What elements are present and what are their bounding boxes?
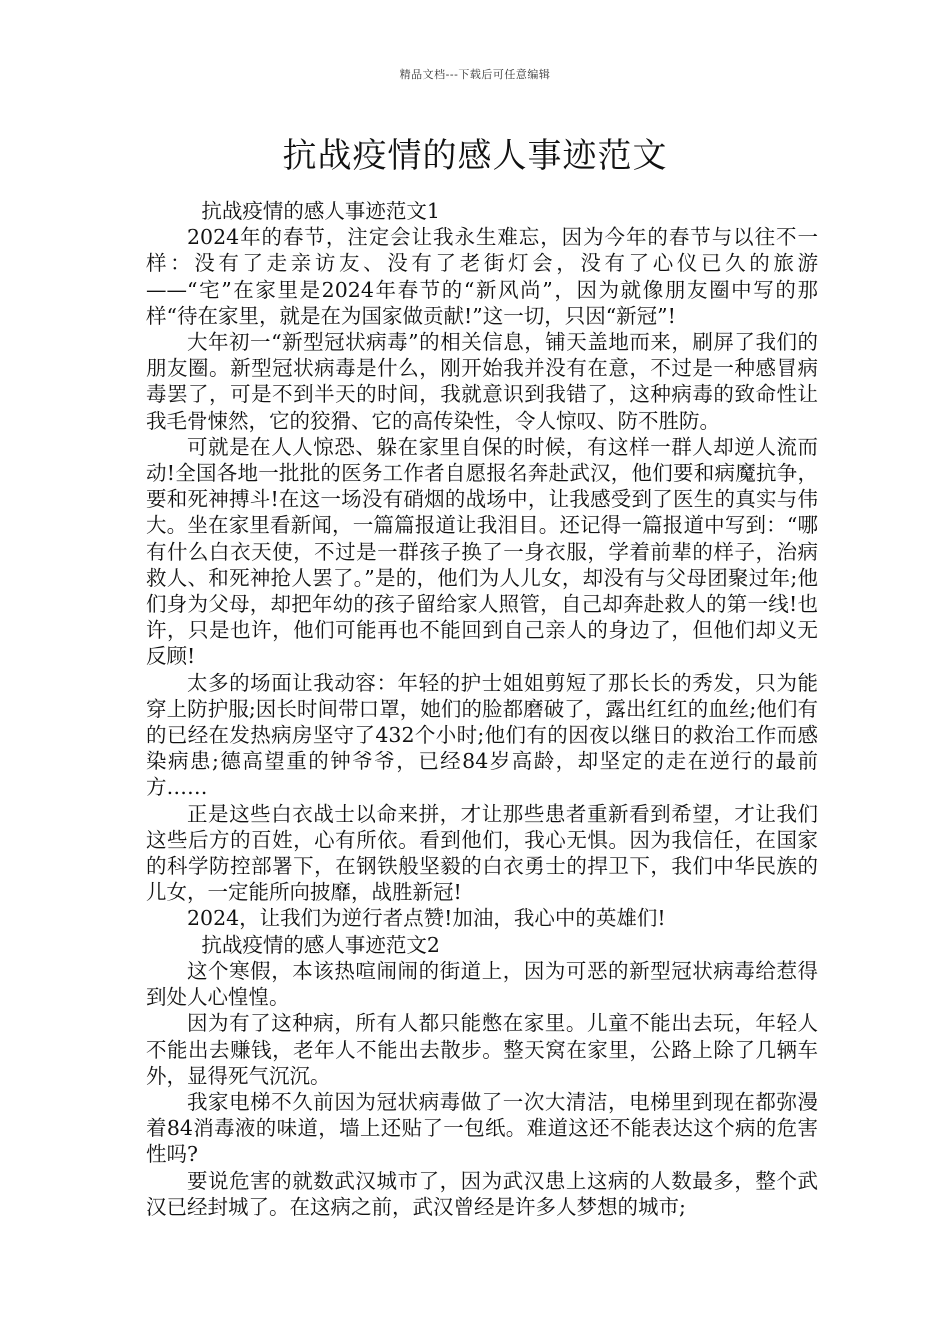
paragraph: 2024，让我们为逆行者点赞!加油，我心中的英雄们! — [187, 906, 666, 931]
section-heading: 抗战疫情的感人事迹范文1 — [201, 199, 440, 223]
paragraph: 2024年的春节，注定会让我永生难忘，因为今年的春节与以往不一样：没有了走亲访友、没有了老街灯会，没有了心仪已久的旅游——“宅”在家里是2024年春节的“新风尚”，因为就像朋友圈中写的那样“待在家里，就是在为国家做贡献!”这一切，只因“新冠”! — [146, 225, 818, 328]
paragraph: 因为有了这种病，所有人都只能憋在家里。儿童不能出去玩，年轻人不能出去赚钱，老年人不能出去散步。整天窝在家里，公路上除了几辆车外，显得死气沉沉。 — [146, 1011, 818, 1088]
paragraph: 大年初一“新型冠状病毒”的相关信息，铺天盖地而来，刷屏了我们的朋友圈。新型冠状病毒是什么，刚开始我并没有在意，不过是一种感冒病毒罢了，可是不到半天的时间，我就意识到我错了，这种病毒的致命性让我毛骨悚然，它的狡猾、它的高传染性，令人惊叹、防不胜防。 — [146, 330, 818, 433]
paragraph: 要说危害的就数武汉城市了，因为武汉患上这病的人数最多，整个武汉已经封城了。在这病之前，武汉曾经是许多人梦想的城市; — [146, 1168, 818, 1219]
section-heading: 抗战疫情的感人事迹范文2 — [201, 932, 440, 957]
paragraph: 太多的场面让我动容：年轻的护士姐姐剪短了那长长的秀发，只为能穿上防护服;因长时间带口罩，她们的脸都磨破了，露出红红的血丝;他们有的已经在发热病房坚守了432个小时;他们有的因夜以继日的救治工作而感染病患;德高望重的钟爷爷，已经84岁高龄，却坚定的走在逆行的最前方…… — [146, 670, 818, 800]
paragraph: 可就是在人人惊恐、躲在家里自保的时候，有这样一群人却逆人流而动!全国各地一批批的医务工作者自愿报名奔赴武汉，他们要和病魔抗争，要和死神搏斗!在这一场没有硝烟的战场中，让我感受到了医生的真实与伟大。坐在家里看新闻，一篇篇报道让我泪目。还记得一篇报道中写到：“哪有什么白衣天使，不过是一群孩子换了一身衣服，学着前辈的样子，治病救人、和死神抢人罢了。”是的，他们为人儿女，却没有与父母团聚过年;他们身为父母，却把年幼的孩子留给家人照管，自己却奔赴救人的第一线!也许，只是也许，他们可能再也不能回到自己亲人的身边了，但他们却义无反顾! — [146, 434, 818, 669]
paragraph: 这个寒假，本该热喧闹闹的街道上，因为可恶的新型冠状病毒给惹得到处人心惶惶。 — [146, 958, 818, 1010]
paragraph: 我家电梯不久前因为冠状病毒做了一次大清洁，电梯里到现在都弥漫着84消毒液的味道，墙上还贴了一包纸。难道这还不能表达这个病的危害性吗? — [146, 1089, 818, 1167]
page-title: 抗战疫情的感人事迹范文 — [282, 136, 668, 176]
paragraph: 正是这些白衣战士以命来拼，才让那些患者重新看到希望，才让我们这些后方的百姓，心有所依。看到他们，我心无惧。因为我信任，在国家的科学防控部署下，在钢铁般坚毅的白衣勇士的捍卫下，我们中华民族的儿女，一定能所向披靡，战胜新冠! — [146, 801, 818, 905]
document-body — [146, 198, 818, 1220]
header-note: 精品文档---下载后可任意编辑 — [399, 68, 551, 81]
